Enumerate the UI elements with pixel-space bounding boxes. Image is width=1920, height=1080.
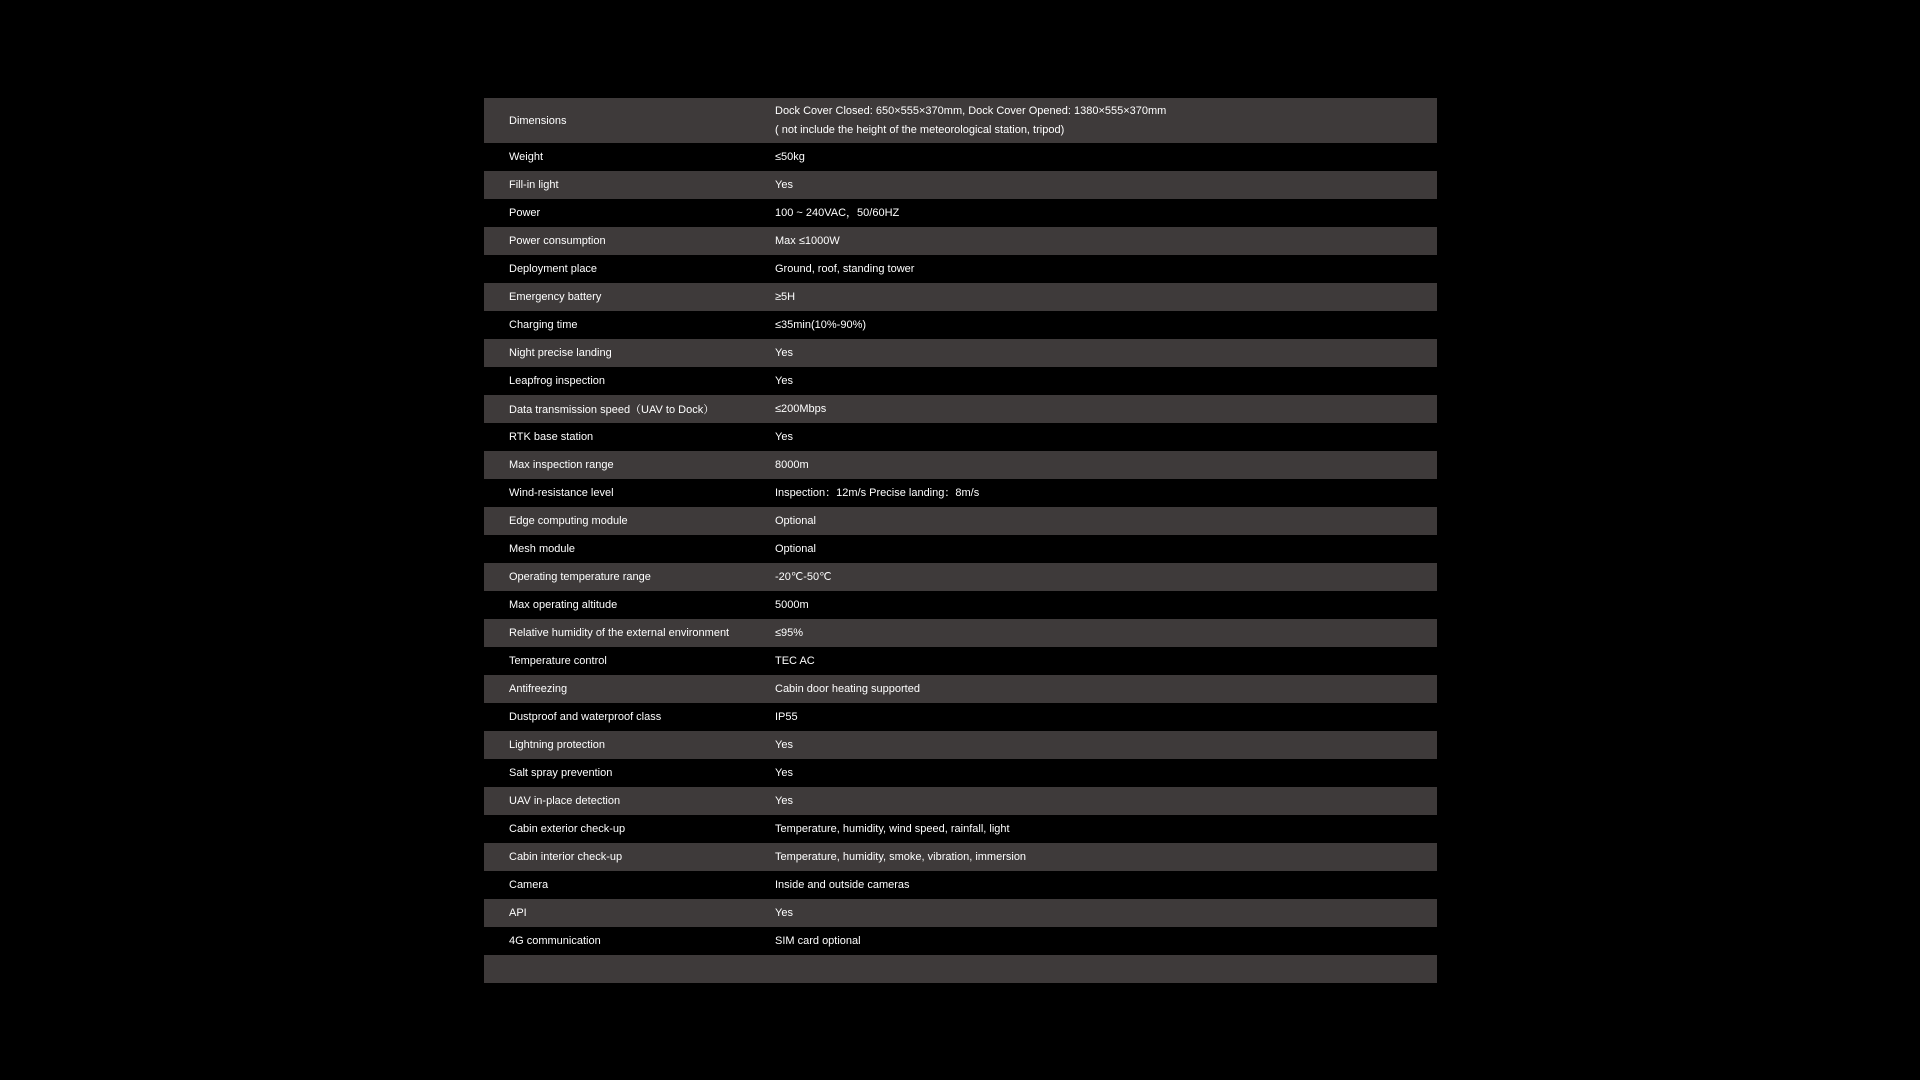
spec-value: Yes: [775, 906, 793, 919]
spec-value: SIM card optional: [775, 934, 861, 947]
spec-label: Dimensions: [509, 114, 567, 127]
spec-value: [775, 102, 1437, 140]
spec-row-power-consumption: [484, 227, 1437, 255]
spec-row-power: [484, 199, 1437, 227]
spec-value: ≤200Mbps: [775, 402, 827, 415]
spec-label: Emergency battery: [509, 291, 602, 303]
spec-value: -20℃-50℃: [775, 570, 832, 583]
spec-label: Antifreezing: [509, 683, 568, 695]
spec-row-operating-temperature-range: [484, 563, 1437, 591]
spec-row-edge-computing-module: [484, 507, 1437, 535]
spec-label: Wind-resistance level: [509, 487, 614, 499]
spec-label: Relative humidity of the external environment: [509, 627, 730, 639]
spec-label: Lightning protection: [509, 739, 606, 751]
spec-value: IP55: [775, 710, 798, 723]
spec-value: Optional: [775, 542, 816, 555]
spec-label: Night precise landing: [509, 347, 612, 359]
spec-value: Optional: [775, 514, 816, 527]
spec-row-4g-communication: [484, 927, 1437, 955]
spec-label: Mesh module: [509, 543, 576, 555]
spec-value-main: Dock Cover Closed: 650×555×370mm, Dock Cover Opened: 1380×555×370mm: [775, 104, 1167, 117]
spec-value: Temperature, humidity, wind speed, rainfall, light: [775, 822, 1010, 835]
spec-value: 100 ~ 240VAC，50/60HZ: [775, 206, 900, 219]
spec-value: Yes: [775, 374, 793, 387]
spec-row-wind-resistance-level: [484, 479, 1437, 507]
spec-label: Deployment place: [509, 263, 598, 275]
spec-value: Yes: [775, 738, 793, 751]
spec-label: Max inspection range: [509, 459, 614, 471]
spec-value: Ground, roof, standing tower: [775, 262, 915, 275]
spec-label: Cabin interior check-up: [509, 851, 623, 863]
spec-value: ≤50kg: [775, 150, 805, 163]
spec-row-dustproof-waterproof-class: [484, 703, 1437, 731]
spec-value-note: ( not include the height of the meteorological station, tripod): [775, 123, 1065, 136]
spec-row-cabin-interior-check-up: [484, 843, 1437, 871]
spec-row-mesh-module: [484, 535, 1437, 563]
spec-label: Power consumption: [509, 235, 606, 247]
spec-row-salt-spray-prevention: [484, 759, 1437, 787]
spec-row-api: [484, 899, 1437, 927]
spec-value: Inspection：12m/s Precise landing：8m/s: [775, 486, 980, 499]
spec-label: Data transmission speed（UAV to Dock）: [509, 404, 715, 416]
spec-row-weight: [484, 143, 1437, 171]
spec-value: Inside and outside cameras: [775, 878, 910, 891]
spec-value: Yes: [775, 766, 793, 779]
spec-row-antifreezing: [484, 675, 1437, 703]
spec-row-cabin-exterior-check-up: [484, 815, 1437, 843]
spec-label: RTK base station: [509, 431, 594, 443]
spec-label: Charging time: [509, 319, 578, 331]
spec-label: Operating temperature range: [509, 571, 651, 583]
spec-value: ≥5H: [775, 290, 796, 303]
spec-value: TEC AC: [775, 654, 815, 667]
spec-label: Power: [509, 207, 541, 219]
spec-row-empty-footer: [484, 955, 1437, 983]
spec-row-deployment-place: [484, 255, 1437, 283]
spec-label: Leapfrog inspection: [509, 375, 606, 387]
spec-row-data-transmission-speed: [484, 395, 1437, 423]
spec-label: Salt spray prevention: [509, 767, 613, 779]
spec-label: UAV in-place detection: [509, 795, 621, 807]
spec-row-relative-humidity: [484, 619, 1437, 647]
spec-value: Cabin door heating supported: [775, 682, 920, 695]
spec-row-temperature-control: [484, 647, 1437, 675]
spec-label: Max operating altitude: [509, 599, 618, 611]
spec-label: Edge computing module: [509, 515, 628, 527]
spec-value: Yes: [775, 430, 793, 443]
spec-row-leapfrog-inspection: [484, 367, 1437, 395]
spec-row-night-precise-landing: [484, 339, 1437, 367]
spec-label: Camera: [509, 879, 549, 891]
spec-row-fill-in-light: [484, 171, 1437, 199]
spec-row-charging-time: [484, 311, 1437, 339]
spec-row-max-operating-altitude: [484, 591, 1437, 619]
spec-label: Weight: [509, 151, 544, 163]
spec-row-dimensions: [484, 98, 1437, 143]
spec-label: Temperature control: [509, 655, 607, 667]
spec-value: 8000m: [775, 458, 809, 471]
spec-value: ≤95%: [775, 626, 804, 639]
spec-value: Yes: [775, 794, 793, 807]
spec-row-camera: [484, 871, 1437, 899]
spec-table: [484, 98, 1437, 983]
spec-row-emergency-battery: [484, 283, 1437, 311]
spec-label: API: [509, 907, 527, 919]
spec-row-rtk-base-station: [484, 423, 1437, 451]
spec-value: 5000m: [775, 598, 809, 611]
spec-label: Cabin exterior check-up: [509, 823, 626, 835]
spec-label: Fill-in light: [509, 179, 559, 191]
spec-label: 4G communication: [509, 935, 601, 947]
spec-row-max-inspection-range: [484, 451, 1437, 479]
spec-row-uav-in-place-detection: [484, 787, 1437, 815]
spec-value: Yes: [775, 178, 793, 191]
spec-value: Max ≤1000W: [775, 234, 840, 247]
spec-row-lightning-protection: [484, 731, 1437, 759]
spec-value: ≤35min(10%-90%): [775, 318, 867, 331]
spec-value: Yes: [775, 346, 793, 359]
spec-label: Dustproof and waterproof class: [509, 711, 662, 723]
spec-value: Temperature, humidity, smoke, vibration, immersion: [775, 850, 1027, 863]
